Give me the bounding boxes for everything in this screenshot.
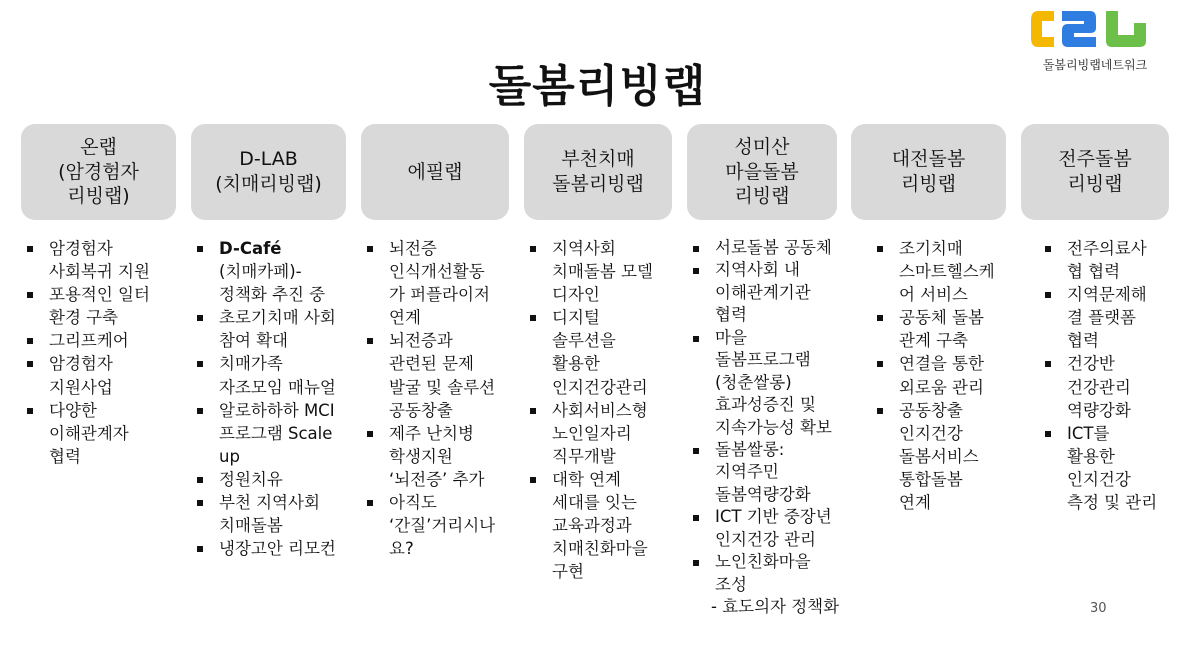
list-item: 연결을 통한 외로움 관리 <box>871 352 1031 398</box>
list-item: 대학 연계 세대를 잇는 교육과정과 치매친화마을 구현 <box>524 468 684 583</box>
list-item: 냉장고안 리모컨 <box>191 537 356 560</box>
list-item: 뇌전증 인식개선활동 가 퍼플라이저 연계 <box>361 237 521 329</box>
list-item: 건강반 건강관리 역량강화 <box>1039 352 1189 421</box>
column-bucheon <box>524 124 672 582</box>
list-item: 공동체 돌봄 관계 구축 <box>871 306 1031 352</box>
column-header: 대전돌봄 리빙랩 <box>851 124 1006 220</box>
list-item: 지역사회 내 이해관계기관 협력 <box>687 259 857 326</box>
page-title: 돌봄리빙랩 <box>488 61 707 112</box>
list-item: ICT를 활용한 인지건강 측정 및 관리 <box>1039 422 1189 514</box>
item-list <box>191 237 356 560</box>
column-header: 온랩 (암경험자 리빙랩) <box>21 124 176 220</box>
page-number: 30 <box>1090 601 1107 616</box>
column-jeonju <box>1021 124 1169 513</box>
column-header: 성미산 마을돌봄 리빙랩 <box>687 124 837 220</box>
list-item: 정원치유 <box>191 468 356 491</box>
item-list <box>21 237 171 468</box>
list-item: 마을 돌봄프로그램 (청춘쌀롱) 효과성증진 및 지속가능성 확보 <box>687 327 857 439</box>
logo-mark-icon <box>1028 8 1162 54</box>
list-item: ICT 기반 중장년 인지건강 관리 <box>687 506 857 551</box>
list-item: 뇌전증과 관련된 문제 발굴 및 솔루션 공동창출 <box>361 329 521 421</box>
item-list <box>1039 237 1189 514</box>
item-list <box>871 237 1031 514</box>
list-item: 아직도 ‘간질’거리시나 요? <box>361 491 521 560</box>
column-seongmisan <box>687 124 840 616</box>
list-item: 치매가족 자조모임 매뉴얼 <box>191 352 356 398</box>
item-list <box>361 237 521 560</box>
item-list <box>524 237 684 583</box>
list-item: 전주의료사 협 협력 <box>1039 237 1189 283</box>
list-item: 알로하하하 MCI 프로그램 Scale up <box>191 399 356 468</box>
list-item: 디지털 솔루션을 활용한 인지건강관리 <box>524 306 684 398</box>
column-daejeon <box>851 124 1006 513</box>
list-item <box>191 237 356 306</box>
list-item: 부천 지역사회 치매돌봄 <box>191 491 356 537</box>
logo <box>1028 8 1168 73</box>
column-header: 부천치매 돌봄리빙랩 <box>524 124 672 220</box>
list-item: 초로기치매 사회 참여 확대 <box>191 306 356 352</box>
item-list <box>687 237 857 618</box>
column-dlab <box>191 124 346 559</box>
list-item: 조기치매 스마트헬스케 어 서비스 <box>871 237 1031 306</box>
column-onlab <box>21 124 176 466</box>
list-item: 암경험자 사회복귀 지원 <box>21 237 171 283</box>
column-header: D-LAB (치매리빙랩) <box>191 124 346 220</box>
list-item: 포용적인 일터 환경 구축 <box>21 283 171 329</box>
list-item: 암경험자 지원사업 <box>21 352 171 398</box>
list-item: 그리프케어 <box>21 329 171 352</box>
list-item: 돌봄쌀롱: 지역주민 돌봄역량강화 <box>687 439 857 506</box>
column-epilab <box>361 124 509 559</box>
list-item: 사회서비스형 노인일자리 직무개발 <box>524 399 684 468</box>
list-item-text: (치매카페)- 정책화 추진 중 <box>219 262 326 305</box>
list-item: 제주 난치병 학생지원 ‘뇌전증’ 추가 <box>361 422 521 491</box>
list-item: 노인친화마을 조성 <box>687 551 857 596</box>
column-header: 에필랩 <box>361 124 509 220</box>
list-item: 서로돌봄 공동체 <box>687 237 857 259</box>
list-item: 공동창출 인지건강 돌봄서비스 통합돌봄 연계 <box>871 399 1031 514</box>
logo-text: 돌봄리빙랩네트워크 <box>1042 58 1148 72</box>
column-header: 전주돌봄 리빙랩 <box>1021 124 1169 220</box>
list-item: 지역사회 치매돌봄 모델 디자인 <box>524 237 684 306</box>
dcafe-title: D-Café <box>219 239 282 258</box>
list-subitem: - 효도의자 정책화 <box>711 597 840 616</box>
list-item: 지역문제해 결 플랫폼 협력 <box>1039 283 1189 352</box>
list-item: 다양한 이해관계자 협력 <box>21 399 171 468</box>
